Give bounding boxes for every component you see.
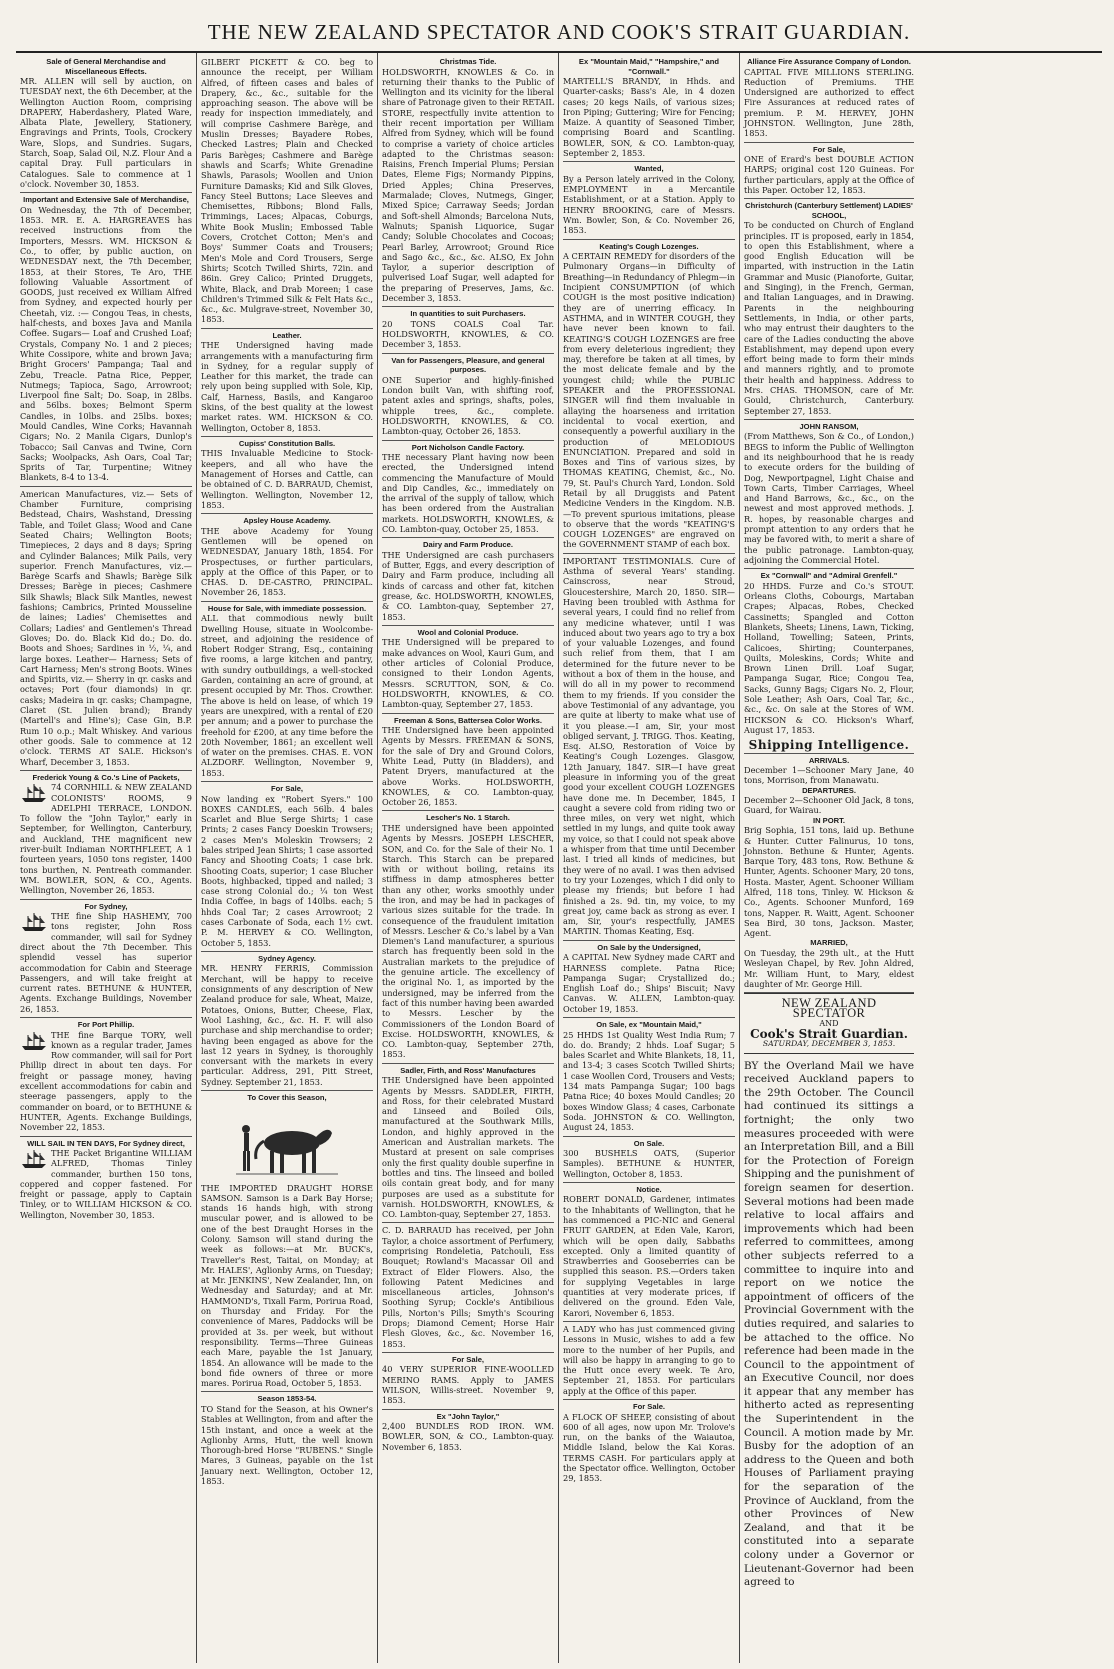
advertisement-body: By a Person lately arrived in the Colony, EMPLOYMENT in a Mercantile Establishment, or at a Station. Apply to HENRY BROOKING, care of Messrs. Wm. Bowler, Son, & Co. November 26, 1853.: [563, 173, 735, 236]
sailing-ship-icon: [20, 1030, 48, 1052]
advertisement-body: THE necessary Plant having now been erected, the Undersigned intend commencing the Manufacture of Mould and Dip Candles, &c., immediately on the arrival of the supply of tallow, which has been ordered from the Australian markets. HOLDSWORTH, KNOWLES, & CO. Lambton-quay, October 25, 1853.: [382, 452, 554, 535]
advertisement-body: 74 CORNHILL & NEW ZEALAND COLONISTS' ROOMS, 9 ADELPHI TERRACE, LONDON. To follow the "John Taylor," early in September, for Wellington, Canterbury, and Auckland, THE magnificent new river-built Indiaman NORTHFLEET, A 1 fourteen years, 1050 tons register, 1400 tons burthen, N. Pentreath commander. WM. BOWLER, SON, & CO., Agents. Wellington, November 26, 1853.: [20, 782, 192, 896]
column-4: [559, 53, 740, 1663]
advertisement-body: ONE Superior and highly-finished London built Van, with shifting roof, patent axles and springs, shafts, poles, whipple trees, &c., complete. HOLDSWORTH, KNOWLES, & CO. Lambton-quay, October 26, 1853.: [382, 374, 554, 437]
advertisement: [563, 162, 735, 239]
advertisement-heading: Christmas Tide.: [439, 57, 497, 66]
advertisement-heading: Van for Passengers, Pleasure, and general purposes.: [391, 355, 545, 375]
advertisement-heading: On Sale.: [633, 1138, 665, 1148]
advertisement-heading: Sadler, Firth, and Ross' Manufactures: [400, 1065, 536, 1075]
advertisement-body: American Manufactures, viz.— Sets of Chamber Furniture, comprising Bedstead, Chairs, Washstand, Dressing Table, and Toilet Glass; Wood and Cane Seated Chairs; Wellington Boots; Timepieces, 2 days and 8 days; Spring and Cylinder Balances; Milk Pails, very superior. French Manufactures, viz.— Barège Scarfs and Shawls; Barège Silk Dresses; Barège in pieces; Cashmere Silk Shawls; Black Silk Mantles, newest fashions; Cambrics, Printed Mousseline de laines; Ladies' Chemisettes and Collars; Ladies' and Gentlemen's Thread Gloves; Do. do. Black Kid do.; Do. do. Boots and Shoes; Sardines in ½, ¼, and large boxes. Leather— Harness; Sets of Cart Harness; Men's strong Boots. Wines and Spirits, viz.— Sherry in qr. casks and octaves; Port (four diamonds) in qr. casks; Madeira in qr. casks; Champagne, Claret (St. Julien brand); Brandy (Martell's and Hine's); Case Gin, B.P. Rum 10 o.p.; Malt Whiskey. And various other goods. Sale to commence at 12 o'clock. TERMS AT SALE. Hickson's Wharf, December 3, 1853.: [20, 488, 192, 767]
arrivals-text: December 1—Schooner Mary Jane, 40 tons, Morrison, from Manawatu.: [744, 765, 914, 786]
advertisement-body: 40 VERY SUPERIOR FINE-WOOLLED MERINO RAMS. Apply to JAMES WILSON, Willis-street. November 9, 1853.: [382, 1364, 554, 1406]
column-5-ads: [744, 55, 914, 738]
column-1: [16, 53, 197, 1663]
masthead: THE NEW ZEALAND SPECTATOR AND COOK'S STRAIT GUARDIAN.: [16, 6, 1102, 53]
advertisement-heading: Keating's Cough Lozenges.: [599, 241, 699, 251]
draught-horse-engraving-icon: [232, 1107, 342, 1179]
advertisement-heading: For Sale,: [451, 1354, 485, 1364]
advertisement-heading: Frederick Young & Co.'s Line of Packets,: [32, 772, 180, 782]
advertisement-body: THE Undersigned having made arrangements with a manufacturing firm in Sydney, for a regular supply of Leather for this market, the trade can rely upon being supplied with Sole, Kip, Calf, Harness, Basils, and Kangaroo Skins, of the best quality at the lowest market rates. WM. HICKSON & CO. Wellington, October 8, 1853.: [201, 340, 373, 433]
paper-title-block: [744, 993, 914, 1055]
advertisement: [382, 1353, 554, 1410]
advertisement-body: ONE of Erard's best DOUBLE ACTION HARPS; original cost 120 Guineas. For further particulars, apply at the Office of this Paper. October 12, 1853.: [744, 154, 914, 195]
advertisement-body: MR. ALLEN will sell by auction, on TUESDAY next, the 6th December, at the Wellington Auction Room, comprising DRAPERY, Haberdashery, Plated Ware, Albata Plate, Jewellery, Stationery, Engravings and Prints, Tools, Crockery Ware, Slops, and Sundries. Sugars, Starch, Soap, Salad Oil, N.Z. Flour And a capital Dray. Full particulars in Catalogues. Sale to commence at 1 o'clock. November 30, 1853.: [20, 76, 192, 189]
advertisement-heading: For Sale.: [632, 1402, 666, 1412]
advertisement-heading: Cupiss' Constitution Balls.: [238, 438, 336, 448]
advertisement-body: 2,400 BUNDLES ROD IRON. WM. BOWLER, SON, & CO., Lambton-quay. November 6, 1853.: [382, 1421, 554, 1452]
advertisement: [201, 952, 373, 1091]
advertisement-body: To be conducted on Church of England principles. IT is proposed, early in 1854, to open this Establishment, where a good English Education will be imparted, with instruction in the Latin Grammar and Music (Pianoforte, Guitar, and Singing), in the French, German, and Italian Languages, and in Drawing. Parents in the neighbouring Settlements, in India, or other parts, who may entrust their daughters to the care of the Ladies conducting the above Establishment, may depend upon every effort being made to form their minds and manners rightly, and to promote their health and happiness. Address to Mrs. CHAS. THOMSON, care of Mr. Gould, Christchurch, Canterbury. September 27, 1853.: [744, 220, 914, 416]
advertisement: [20, 1137, 192, 1224]
in-port-text: Brig Sophia, 151 tons, laid up. Bethune & Hunter. Cutter Falinurus, 10 tons, Johnston. Bethune & Hunter, Agents. Barque Tory, 483 tons, Row. Bethune & Hunter, Agents. Schooner Mary, 20 tons, Hosta. Master, Agent. Schooner William Alfred, 118 tons, Tinley. W. Hickson & Co., Agents. Schooner Munford, 169 tons, Napper. R. Waitt, Agent. Schooner Sea Bird, 30 tons, Jackson. Master, Agent.: [744, 825, 914, 939]
advertisement: [563, 1018, 735, 1136]
shipping-section: [744, 754, 914, 994]
advertisement-heading: JOHN RANSOM,: [799, 421, 859, 431]
advertisement: [563, 941, 735, 1018]
advertisement-heading: Ex "John Taylor,": [436, 1411, 500, 1421]
advertisement: [201, 514, 373, 602]
advertisement-body: On Wednesday, the 7th of December, 1853. MR. E. A. HARGREAVES has received instructions from the Importers, Messrs. WM. HICKSON & Co., to offer, by public auction, on WEDNESDAY next, the 7th December, 1853, at their Stores, Te Aro, THE following Valuable Assortment of GOODS, just received ex William Alfred from Sydney, and expected hourly per Cheetah, viz. :— Congou Teas, in chests, half-chests, and boxes Java and Manila Coffee. Sugars— Loaf and Crushed Loaf; Crystals, Company No. 1 and 2 pieces; White Cossipore, white and brown Java; Bright Grocers' Pampanga; Taal and Zebu, Treacle. Patna Rice, Pepper, Nutmegs; Tapioca, Sago, Arrowroot; Liverpool fine Salt; Do. Soap, in 28lbs. and 56lbs. boxes; Belmont Sperm Candles, in 10lbs. and 25lbs. boxes; Mould Candles, Wine Corks; Havannah Cigars; No. 2 Manila Cigars, Dunlop's Tobacco; Sail Canvas and Twine, Corn Sacks; Woolpacks, Ash Oars, Coal Tar; Sprits of Tar, Turpentine; Witney Blankets, 8-4 to 13-4.: [20, 204, 192, 483]
advertisement: [744, 55, 914, 143]
advertisement: [20, 487, 192, 771]
advertisement: [744, 199, 914, 420]
advertisement-heading: Wanted,: [634, 164, 664, 174]
advertisement: [382, 811, 554, 1063]
advertisement: [201, 1392, 373, 1489]
advertisement: [201, 437, 373, 514]
advertisement-body: ROBERT DONALD, Gardener, intimates to the Inhabitants of Wellington, that he has commenced a PIC-NIC and General FRUIT GARDEN, at Eden Vale, Karori, which will be open daily, Sabbaths excepted. Only a limited quantity of Strawberries and Gooseberries can be supplied this season. P.S.—Orders taken for supplying Vegetables in large quantities at very moderate prices, if delivered on the ground. Eden Vale, Karori, November 6, 1853.: [563, 1194, 735, 1318]
advertisement: [201, 55, 373, 329]
advertisement: [20, 900, 192, 1018]
advertisement: [382, 1064, 554, 1224]
advertisement-heading: In quantities to suit Purchasers.: [410, 309, 526, 319]
advertisement: [744, 420, 914, 569]
column-5: [740, 53, 918, 1663]
advertisement-heading: Notice.: [636, 1184, 662, 1194]
advertisement-body: ALL that commodious newly built Dwelling House, situate in Woolcombe-street, and adjoining the residence of Robert Rodger Strang, Esq., containing five rooms, a large kitchen and pantry, with sundry outbuildings, a well-stocked Garden, containing an acre of ground, at present occupied by Mr. Thos. Crowther. The above is held on lease, of which 19 years are unexpired, with a rental of £20 per annum; and a power to purchase the freehold for £200, at any time before the 20th November, 1861; an excellent well of water on the premises. CHAS. E. VON ALZDORF. Wellington, November 9, 1853.: [201, 613, 373, 778]
advertisement: [382, 1223, 554, 1353]
advertisement-heading: Ex "Mountain Maid," "Hampshire," and "Cornwall.": [578, 57, 720, 76]
married-text: On Tuesday, the 29th ult., at the Hutt Wesleyan Chapel, by Rev. John Aldred, Mr. William Hunt, to Mary, eldest daughter of Mr. George Hill.: [744, 947, 914, 989]
advertisement-heading: Dairy and Farm Produce.: [423, 540, 513, 550]
advertisement-body: Now landing ex "Robert Syers." 100 BOXES CANDLES, each 56lb. 4 bales Scarlet and Blue Serge Shirts; 1 case Prints; 2 cases Fancy Doeskin Trowsers; 2 cases Men's Moleskin Trowsers; 2 bales striped Jean Shirts; 1 case assorted Fancy and Shooting Coats; 1 case brk. Shooting Coats, superior; 1 case Blucher Boots, highbacked, tipped and nailed; 3 case strong Colonial do.; ¼ ton West India Coffee, in bags of 140lbs. each; 5 hhds Coal Tar; 2 cases Arrowroot; 2 cases Carbonate of Soda, each 1½ cwt. P. M. HERVEY & CO. Wellington, October 5, 1853.: [201, 793, 373, 948]
advertisement: [382, 538, 554, 626]
advertisement: [563, 1137, 735, 1183]
advertisement: [563, 240, 735, 554]
advertisement-body: GILBERT PICKETT & CO. beg to announce the receipt, per William Alfred, of fifteen cases and bales of Drapery, &c., &c., suitable for the approaching season. The above will be ready for inspection immediately, and will comprise Cashmere Barège, and Muslin Dresses; Bayadere Robes, Checked Lastres; Plain and Checked Paris Barèges; Cashmere and Barège shawls and Scarfs; White Grenadine Shawls, Parasols; Woollen and Union Furniture Damasks; Kid and Silk Gloves, Fancy Steel Buttons; Lace Sleeves and Chemisettes, Ribbons; Blond Falls, Trimmings, Laces; Alpacas, Coburgs, White Book Muslin; Embossed Table Covers, Crotchet Cotton; Men's and Boys' Summer Coats and Trousers; Men's Mole and Cord Trousers, Serge Shirts; Scotch Twilled Shirts, 72in. and 86in. Grey Calico; Printed Druggets, White, Black, and Drab Moreen; 1 case Children's Trimmed Silk & Felt Hats &c., &c., &c. Mulgrave-street, November 30, 1853.: [201, 57, 373, 325]
advertisement: [744, 143, 914, 200]
advertisement: [382, 714, 554, 812]
advertisement-body: 300 BUSHELS OATS, (Superior Samples). BETHUNE & HUNTER, Wellington, October 8, 1853.: [563, 1148, 735, 1179]
advertisement: [563, 1322, 735, 1400]
advertisement-heading: On Sale, ex "Mountain Maid,": [596, 1020, 702, 1030]
advertisement-body: THE fine Barque TORY, well known as a regular trader, James Row commander, will sail for Port Phillip direct in about ten days. For freight or passage money, having excellent accommodations for cabin and steerage passengers, apply to the commander on board, or to BETHUNE & HUNTER, Agents. Exchange Buildings, November 22, 1853.: [20, 1029, 192, 1133]
in-port-heading: IN PORT.: [812, 815, 846, 825]
advertisement-body: A CAPITAL New Sydney made CART and HARNESS complete. Patna Rice; Pampanga Sugar; Crystallized do.; English Loaf do.; Ships' Biscuit; Navy Canvas. W. ALLEN, Lambton-quay. October 19, 1853.: [563, 952, 735, 1014]
advertisement-body: A FLOCK OF SHEEP, consisting of about 600 of all ages, now upon Mr. Trolove's run, on the banks of the Waiautoa, Middle Island, below the Kai Koras. TERMS CASH. For particulars apply at the Spectator office. Wellington, October 29, 1853.: [563, 1411, 735, 1484]
advertisement-heading: To Cover this Season,: [247, 1093, 327, 1103]
advertisement-heading: For Sydney,: [84, 901, 128, 911]
advertisement-heading: Important and Extensive Sale of Merchandise,: [23, 195, 189, 205]
advertisement: [563, 554, 735, 941]
married-heading: MARRIED,: [810, 938, 848, 948]
advertisement-body: THE Undersigned will be prepared to make advances on Wool, Kauri Gum, and other articles of Colonial Produce, consigned to their London Agents, Messrs. SCRUTTON, SON, & Co. HOLDSWORTH, KNOWLES, & CO. Lambton-quay, September 27, 1853.: [382, 637, 554, 710]
advertisement-heading: Ex "Cornwall" and "Admiral Grenfell.": [760, 571, 898, 581]
columns: [16, 53, 1102, 1663]
advertisement-body: THE Undersigned have been appointed Agents by Messrs. FREEMAN & SONS, for the sale of Dry and Ground Colors, White Lead, Putty (in Bladders), and Patent Dryers, manufactured at the above Works. HOLDSWORTH, KNOWLES, & CO. Lambton-quay, October 26, 1853.: [382, 725, 554, 808]
advertisement-heading: Season 1853-54.: [257, 1394, 317, 1404]
advertisement-heading: On Sale by the Undersigned,: [597, 942, 701, 952]
advertisement-body: A CERTAIN REMEDY for disorders of the Pulmonary Organs—in Difficulty of Breathing—in Redundancy of Phlegm—in Incipient CONSUMPTION (of which COUGH is the most positive indication) they are of unerring efficacy. In ASTHMA, and in WINTER COUGH, they have never been known to fail. KEATING'S COUGH LOZENGES are free from every deleterious ingredient; they may, therefore be taken at all times, by the most delicate female and by the youngest child; while the PUBLIC SPEAKER and the PROFESSIONAL SINGER will find them invaluable in allaying the hoarseness and irritation incidental to vocal exertion, and consequently a powerful auxiliary in the production of MELODIOUS ENUNCIATION. Prepared and sold in Boxes and Tins of various sizes, by THOMAS KEATING, Chemist, &c., No. 79, St. Paul's Church Yard, London. Sold Retail by all Druggists and Patent Medicine Venders in the Kingdom. N.B.—To prevent spurious imitations, please to observe that the words "KEATING'S COUGH LOZENGES" are engraved on the GOVERNMENT STAMP of each box.: [563, 251, 735, 550]
paper-subtitle: Cook's Strait Guardian.: [750, 1027, 908, 1042]
column-2: [197, 53, 378, 1663]
advertisement-heading: Sale of General Merchandise and Miscellaneous Effects.: [46, 57, 166, 76]
advertisement-heading: Apsley House Academy.: [243, 516, 331, 526]
sailing-ship-icon: [20, 1148, 48, 1170]
advertisement: [382, 1410, 554, 1455]
advertisement: [744, 569, 914, 738]
advertisement: [20, 193, 192, 487]
advertisement-body: THIS Invaluable Medicine to Stock-keepers, and all who have the Management of Horses and Cattle, can be obtained of C. D. BARRAUD, Chemist, Wellington. Wellington, November 12, 1853.: [201, 448, 373, 510]
advertisement-body: THE Undersigned are cash purchasers of Butter, Eggs, and every description of Dairy and Farm produce, including all kinds of carcass and other fat, kitchen grease, &c. HOLDSWORTH, KNOWLES, & CO. Lambton-quay, September 27, 1853.: [382, 549, 554, 622]
editorial-text: BY the Overland Mail we have received Auckland papers to the 29th October. The Council had continued its sittings a fortnight; the only two measures proceeded with were an Interpretation Bill, and a Bill for the Protection of Foreign Shipping and the punishment of foreign seamen for desertion. Several motions had been made relative to local affairs and improvements which had been referred to committees, among other subjects referred to a committee to inquire into and report on we notice the appointment of officers of the Provincial Government with the duties required, and salaries to be attached to the office. No reference had been made in the Council to the appointment of an Executive Council, nor does it appear that any member has hitherto acted as representing the Superintendent in the Council. A motion made by Mr. Busby for the adoption of an address to the Queen and both Houses of Parliament praying for the separation of the Province of Auckland, from the other Provinces of New Zealand, and that it be constituted into a separate colony under a Governor or Lieutenant-Governor had been agreed to: [744, 1059, 914, 1589]
advertisement: [382, 307, 554, 353]
advertisement-body: 20 TONS COALS Coal Tar. HOLDSWORTH, KNOWLES, & CO. December 3, 1853.: [382, 318, 554, 350]
advertisement-body: A LADY who has just commenced giving Lessons in Music, wishes to add a few more to the number of her Pupils, and will also be happy in arranging to go to the Hutt once every week. Te Aro, September 21, 1853. For particulars apply at the Office of this paper.: [563, 1323, 735, 1396]
advertisement-heading: Leather.: [272, 330, 302, 340]
departures-heading: DEPARTURES.: [802, 785, 856, 795]
advertisement-body: 20 HHDS. Furze and Co.'s STOUT. Orleans Cloths, Cobourgs, Martaban Crapes; Alpacas, Robes, Checked Cassinetts; Spangled and Cotton Blankets, Sheets; Linens, Lawn, Ticking, Holland, Towelling; Sateen, Prints, Calicoes, Shirting; Counterpanes, Quilts, Moleskins, Cords; White and Brown Linen Drill. Loaf Sugar, Pampanga Sugar, Rice; Congou Tea, Sacks, Gunny Bags; Cigars No. 2, Flour, Sole Leather; Ash Oars, Coal Tar, &c., &c., &c. On sale at the Stores of WM. HICKSON & CO. Hickson's Wharf, August 17, 1853.: [744, 580, 914, 735]
advertisement: [382, 354, 554, 441]
advertisement-heading: WILL SAIL IN TEN DAYS, For Sydney direct,: [27, 1138, 185, 1148]
advertisement-body: THE Packet Brigantine WILLIAM ALFRED, Thomas Tinley commander, burthen 150 tons, coppered and copper fastened. For freight or passage, apply to Captain Tinley, or to WILLIAM HICKSON & CO. Wellington, November 30, 1853.: [20, 1148, 192, 1220]
advertisement: [382, 55, 554, 307]
sailing-ship-icon: [20, 782, 48, 804]
column-3: [378, 53, 559, 1663]
advertisement-heading: Sydney Agency.: [258, 953, 316, 963]
advertisement-body: THE fine Ship HASHEMY, 700 tons register, John Ross commander, will sail for Sydney direct about the 7th December. This splendid vessel has superior accommodation for Cabin and Steerage Passengers, and will take freight at current rates. BETHUNE & HUNTER, Agents. Exchange Buildings, November 26, 1853.: [20, 911, 192, 1014]
advertisement-body: MARTELL'S BRANDY, in Hhds. and Quarter-casks; Bass's Ale, in 4 dozen cases; 20 kegs Nails, of various sizes; Iron Piping; Guttering; Wire for Fencing; Maize. A quantity of Seasoned Timber, comprising Board and Scantling. BOWLER, SON, & CO. Lambton-quay, September 2, 1853.: [563, 76, 735, 159]
advertisement-heading: For Sale,: [812, 144, 846, 154]
departures-text: December 2—Schooner Old Jack, 8 tons, Guard, for Wairau.: [744, 795, 914, 816]
advertisement-body: CAPITAL FIVE MILLIONS STERLING. Reduction of Premiums. THE Undersigned are authorized to effect Fire Assurances at reduced rates of premium. P. M. HERVEY, JOHN JOHNSTON. Wellington, June 28th, 1853.: [744, 66, 914, 139]
advertisement-body: C. D. BARRAUD has received, per John Taylor, a choice assortment of Perfumery, comprising Rondeletia, Patchouli, Ess Bouquet; Rowland's Macassar Oil and Extract of Elder Flowers. Also, the following Patent Medicines and miscellaneous articles, Johnson's Soothing Syrup; Cockle's Antibilious Pills, Norton's Pills; Smyth's Scouring Drops; Diamond Cement; Horse Hair Flesh Gloves, &c., &c. November 16, 1853.: [382, 1225, 554, 1349]
advertisement-body: 25 HHDS 1st Quality West India Rum; 7 do. do. Brandy; 2 hhds. Loaf Sugar; 5 bales Scarlet and White Blankets, 18, 11, and 13-4; 3 cases Scotch Twilled Shirts; 1 case Woollen Cord, Trousers and Vests; 134 mats Pampanga Sugar; 100 bags Patna Rice; 40 boxes Mould Candles; 20 boxes Window Glass; 4 cases, Carbonate Soda. JOHNSTON & CO. Wellington, August 24, 1853.: [563, 1029, 735, 1133]
advertisement: [201, 1091, 373, 1392]
advertisement: [201, 329, 373, 437]
advertisement-body: IMPORTANT TESTIMONIALS. Cure of Asthma of several Years' standing. Cainscross, near Stroud, Gloucestershire, March 20, 1850. SIR—Having been troubled with Asthma for several years, I could find no relief from any medicine whatever, until I was induced about two years ago to try a box of your valuable Lozenges, and found such relief from them, that I am determined for the future never to be without a box of them in the house, and will do all in my power to recommend them to my friends. If you consider the above Testimonial of any advantage, you are quite at liberty to make what use of it you please.—I am, Sir, your most obliged servant, J. TRIGG. Thos. Keating, Esq. ALSO, Restoration of Voice by Keating's Cough Lozenges. Glasgow, 12th January, 1847. SIR—I have great pleasure in informing you of the great good your excellent COUGH LOZENGES have done me. In December, 1845, I caught a severe cold from riding two or three miles, on very wet night, which settled in my lungs, and quite took away my voice, so that I could not speak above a whisper from that time until December last. I tried all kinds of medicines, but they were of no avail. I was then advised to try your Lozenges, which I did only to please my friends; but before I had finished a 2s. 9d. tin, my voice, to my great joy, came back as strong as ever. I am, Sir, your's respectfully, JAMES MARTIN. Thomas Keating, Esq.: [563, 555, 735, 937]
advertisement-body: THE Undersigned have been appointed Agents by Messrs. SADDLER, FIRTH, and Ross, for their celebrated Mustard and Linseed and Boiled Oils, manufactured at the Southwark Mills, London, and highly approved in the American and Australian markets. The Mustard at present on sale comprises only the first quality double superfine in bottles and tins. The linseed and boiled oils contain great body, and for many purposes are used as a substitute for varnish. HOLDSWORTH, KNOWLES, & CO. Lambton-quay, September 27, 1853.: [382, 1075, 554, 1220]
advertisement: [382, 441, 554, 539]
advertisement-heading: For Port Phillip.: [77, 1020, 135, 1030]
advertisement-body: THE IMPORTED DRAUGHT HORSE SAMSON. Samson is a Dark Bay Horse; stands 16 hands high, with strong muscular power, and is allowed to be one of the best Draught Horses in the Colony. Samson will stand during the week as follows:—at Mr. BUCK's, Traveller's Rest, Taitai, on Monday; at Mr. HALES', Aglionby Arms, on Tuesday; at Mr. JENKINS', New Zealander, Inn, on Wednesday and Saturday; and at Mr. HAMMOND's, Tixall Farm, Porirua Road, on Thursday and Friday. For the convenience of Mares, Paddocks will be provided at 3s. per week, but without responsibility. Terms—Three Guineas each Mare, payable the 1st January, 1854. An allowance will be made to the bond fide owners of three or more mares. Porirua Road, October 5, 1853.: [201, 1182, 373, 1389]
advertisement: [563, 1400, 735, 1487]
advertisement: [201, 602, 373, 782]
paper-date: SATURDAY, DECEMBER 3, 1853.: [744, 1039, 914, 1053]
advertisement-heading: Wool and Colonial Produce.: [417, 627, 519, 637]
advertisement-body: (From Matthews, Son & Co., of London,) BEGS to inform the Public of Wellington and its neighbourhood that he is ready to execute orders for the building of Dog, Newportpagnel, Light Chaise and Town Carts, Timber Carriages, Wheel and Hand Barrows, &c., &c., on the newest and most approved methods. J. R. hopes, by reasonable charges and prompt attention to any orders that he may be favored with, to merit a share of the public patronage. Lambton-quay, adjoining the Commercial Hotel.: [744, 431, 914, 565]
advertisement-heading: Alliance Fire Assurance Company of London.: [747, 57, 911, 66]
advertisement-heading: Port Nicholson Candle Factory.: [411, 442, 525, 452]
advertisement: [20, 55, 192, 193]
advertisement-heading: Freeman & Sons, Battersea Color Works.: [394, 715, 542, 725]
advertisement: [563, 55, 735, 162]
advertisement-heading: Christchurch (Canterbury Settlement) LADIES' SCHOOL,: [745, 201, 913, 220]
sailing-ship-icon: [20, 911, 48, 933]
paper-and: AND: [819, 1018, 839, 1028]
advertisement: [20, 1018, 192, 1136]
advertisement: [201, 782, 373, 952]
advertisement-heading: House for Sale, with immediate possession.: [207, 603, 367, 613]
advertisement: [563, 1183, 735, 1322]
advertisement: [20, 771, 192, 900]
advertisement-body: TO Stand for the Season, at his Owner's Stables at Wellington, from and after the 15th instant, and once a week at the Aglionby Arms, Hutt, the well known Thorough-bred Horse "RUBENS." Single Mares, 3 Guineas, payable on the 1st January next. Wellington, October 12, 1853.: [201, 1403, 373, 1487]
advertisement: [382, 626, 554, 714]
advertisement-body: THE undersigned have been appointed Agents by Messrs. JOSEPH LESCHER, SON, and Co. for the Sale of their No. 1 Starch. This Starch can be prepared with or without boiling, retains its stiffness in damp atmospheres better than any other, works smoothly under the iron, and may be had in packages of various sizes suitable for the trade. In consequence of the fraudulent imitation of Messrs. Lescher & Co.'s label by a Van Diemen's Land manufacturer, a spurious starch has frequently been sold in the Australian markets to the prejudice of the genuine article. The excellency of the original No. 1, as imported by the undersigned, may be inferred from the fact of this number having been awarded to Messrs. Lescher by the Commissioners of the London Board of Excise. HOLDSWORTH, KNOWLES, & CO. Lambton-quay, September 27th, 1853.: [382, 822, 554, 1060]
arrivals-heading: ARRIVALS.: [808, 755, 850, 765]
advertisement-body: HOLDSWORTH, KNOWLES & Co. in returning their thanks to the Public of Wellington and its vicinity for the liberal share of Patronage given to their RETAIL STORE, respectfully invite attention to their recent importation per William Alfred from Sydney, which will be found to comprise a variety of choice articles adapted to the Christmas season: Raisins, French Imperial Plums; Persian Dates, Eleme Figs; Normandy Pippins, Dried Apples; China Preserves, Marmalade; Cloves, Nutmegs, Ginger, Mixed Spice; Carraway Seeds; Jordan and Soft-shell Almonds; Barcelona Nuts, Walnuts; Spanish Liquorice, Sugar Candy; Soluble Chocolates and Cocoas; Pearl Barley, Arrowroot; Ground Rice and Sago &c., &c., &c. ALSO, Ex John Taylor, a superior description of pulverised Loaf Sugar, well adapted for the preparing of Preserves, Jams, &c. December 3, 1853.: [382, 66, 554, 304]
advertisement-heading: Lescher's No. 1 Starch.: [426, 813, 510, 823]
shipping-title: Shipping Intelligence.: [744, 738, 914, 753]
paper-title: NEW ZEALAND SPECTATOR: [781, 996, 877, 1021]
advertisement-heading: For Sale,: [270, 784, 304, 793]
advertisement-body: THE above Academy for Young Gentlemen will be opened on WEDNESDAY, January 18th, 1854. For Prospectuses, or further particulars, apply at the Office of this Paper, or to CHAS. D. DE-CASTRO, PRINCIPAL. November 26, 1853.: [201, 525, 373, 598]
advertisement-body: MR. HENRY FERRIS, Commission Merchant, will be happy to receive consignments of any description of New Zealand produce for sale, Wheat, Maize, Potatoes, Onions, Butter, Cheese, Flax, Wool Lashing, &c., &c. H. F. will also purchase and ship merchandise to order; having been engaged as above for the last 12 years in Sydney, is thoroughly conversant with the markets in every particular. Address, 291, Pitt Street, Sydney. September 21, 1853.: [201, 963, 373, 1087]
